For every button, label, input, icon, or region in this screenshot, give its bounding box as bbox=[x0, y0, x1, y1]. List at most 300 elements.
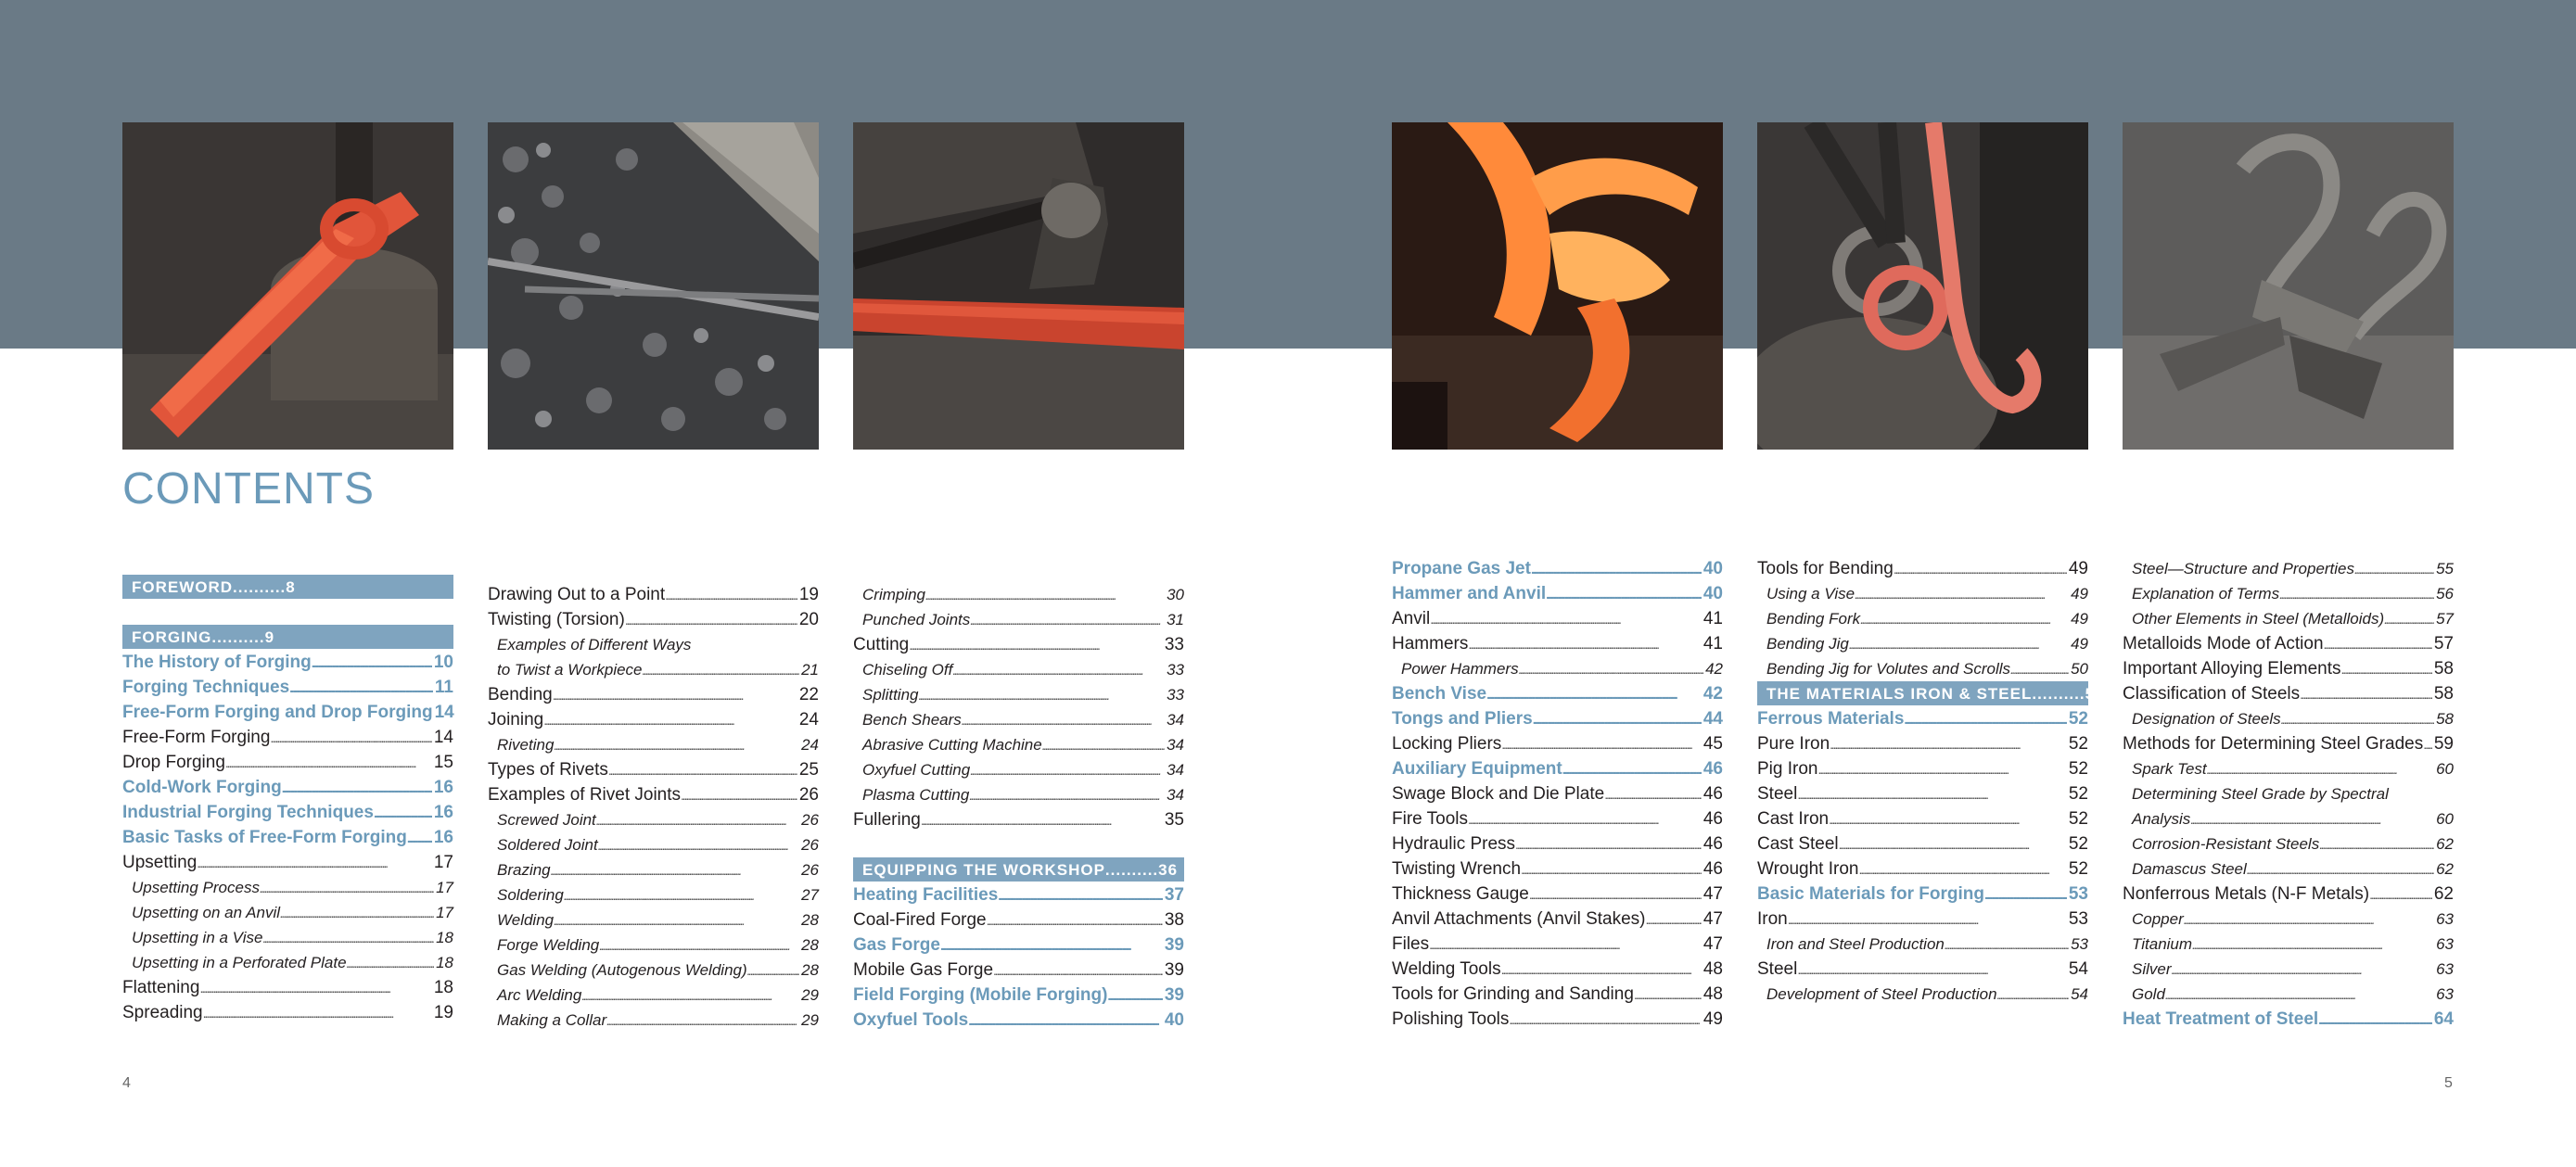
toc-page-number: 34 bbox=[1167, 711, 1184, 729]
toc-entry-title: Wrought Iron bbox=[1757, 859, 1859, 879]
toc-entry bbox=[2123, 907, 2454, 932]
toc-leader-dots bbox=[2341, 656, 2432, 682]
toc-leader-dots bbox=[554, 907, 799, 933]
toc-section-header bbox=[853, 857, 1184, 882]
toc-page-number: 49 bbox=[2071, 610, 2088, 628]
toc-entry bbox=[1392, 631, 1723, 656]
toc-entry bbox=[853, 782, 1184, 807]
toc-page-number: 63 bbox=[2436, 910, 2454, 928]
toc-leader-dots bbox=[225, 750, 432, 776]
toc-page-number: 54 bbox=[2068, 959, 2088, 979]
toc-entry bbox=[122, 900, 453, 925]
toc-entry-title: Silver bbox=[2132, 960, 2172, 978]
toc-entry-title: Bench Vise bbox=[1392, 684, 1487, 704]
toc-entry-title: Punched Joints bbox=[862, 611, 971, 628]
toc-leader-dots bbox=[987, 907, 1163, 933]
toc-page-number: 60 bbox=[2436, 760, 2454, 778]
toc-page-number: 26 bbox=[801, 811, 819, 829]
toc-leader-dots bbox=[1509, 1007, 1701, 1033]
toc-entry bbox=[853, 757, 1184, 782]
toc-entry bbox=[853, 932, 1184, 958]
toc-entry-title: Welding bbox=[497, 911, 555, 929]
toc-entry bbox=[853, 1008, 1184, 1033]
toc-entry-title: Other Elements in Steel (Metalloids) bbox=[2132, 610, 2385, 628]
toc-page-number: 17 bbox=[436, 904, 453, 921]
toc-leader-dots bbox=[2165, 982, 2434, 1008]
toc-section-header bbox=[122, 575, 453, 599]
toc-page-number: 18 bbox=[436, 929, 453, 946]
toc-leader-dots bbox=[282, 775, 432, 801]
toc-page-number: 19 bbox=[433, 1003, 453, 1022]
toc-entry-title: Field Forging (Mobile Forging) bbox=[853, 985, 1108, 1005]
toc-leader-dots bbox=[1855, 581, 2069, 607]
toc-entry-title: Spreading bbox=[122, 1003, 203, 1022]
toc-leader-dots bbox=[2192, 932, 2434, 958]
toc-entry bbox=[1757, 756, 2088, 781]
toc-entry bbox=[488, 857, 819, 882]
toc-page-number: 52 bbox=[2068, 809, 2088, 829]
toc-entry-title: Steel bbox=[1757, 959, 1798, 979]
toc-entry-title: Free-Form Forging bbox=[122, 728, 271, 747]
toc-entry-title: Locking Pliers bbox=[1392, 734, 1502, 754]
toc-page-number: 22 bbox=[798, 685, 819, 704]
toc-leader-dots bbox=[606, 1008, 799, 1034]
toc-page-number: 28 bbox=[801, 911, 819, 929]
toc-entry-title: Steel—Structure and Properties bbox=[2132, 560, 2355, 577]
toc-leader-dots bbox=[608, 757, 797, 783]
toc-page-number: 24 bbox=[801, 736, 819, 754]
toc-entry bbox=[1392, 932, 1723, 957]
toc-page-number: 52 bbox=[2068, 834, 2088, 854]
toc-leader-dots bbox=[554, 732, 799, 758]
toc-page-number: 52 bbox=[2068, 759, 2088, 779]
toc-entry bbox=[853, 682, 1184, 707]
toc-entry-title: Corrosion-Resistant Steels bbox=[2132, 835, 2320, 853]
toc-page-number: 44 bbox=[1702, 709, 1723, 729]
toc-page-number: 54 bbox=[2071, 985, 2088, 1003]
toc-entry-title: Crimping bbox=[862, 586, 926, 603]
toc-leader-dots bbox=[925, 582, 1165, 608]
toc-entry-title: Soldering bbox=[497, 886, 564, 904]
toc-entry-title: Methods for Determining Steel Grades bbox=[2123, 734, 2424, 754]
toc-entry-title: Classification of Steels bbox=[2123, 684, 2301, 704]
toc-entry-title: Copper bbox=[2132, 910, 2184, 928]
toc-leader-dots bbox=[2247, 856, 2434, 882]
toc-entry bbox=[488, 1008, 819, 1033]
toc-page-number: 58 bbox=[2433, 659, 2454, 679]
toc-leader-dots bbox=[197, 850, 432, 876]
toc-page-number: 52 bbox=[2068, 859, 2088, 879]
toc-entry bbox=[1392, 731, 1723, 756]
toc-entry-title: Upsetting Process bbox=[132, 879, 260, 896]
toc-entry bbox=[853, 882, 1184, 907]
toc-entry bbox=[1392, 982, 1723, 1007]
toc-section-header bbox=[122, 625, 453, 649]
toc-page-number: 19 bbox=[798, 585, 819, 604]
toc-entry-title: THE MATERIALS IRON & STEEL bbox=[1766, 685, 2033, 703]
toc-leader-dots bbox=[581, 983, 799, 1008]
toc-page-number: 42 bbox=[1702, 684, 1723, 704]
toc-leader-dots bbox=[1531, 556, 1702, 582]
toc-entry bbox=[488, 732, 819, 757]
toc-entry bbox=[2123, 756, 2454, 781]
toc-leader-dots bbox=[2281, 706, 2434, 732]
toc-leader-dots bbox=[993, 958, 1163, 983]
toc-entry bbox=[488, 607, 819, 632]
toc-leader-dots bbox=[599, 932, 799, 958]
toc-entry bbox=[853, 582, 1184, 607]
toc-entry-title: Abrasive Cutting Machine bbox=[862, 736, 1042, 754]
toc-entry-title: Ferrous Materials bbox=[1757, 709, 1905, 729]
photo-glowing-forging bbox=[1392, 122, 1723, 450]
toc-entry-title: Anvil bbox=[1392, 609, 1431, 628]
toc-entry-title: Twisting Wrench bbox=[1392, 859, 1522, 879]
toc-leader-dots bbox=[551, 857, 799, 883]
toc-entry bbox=[122, 950, 453, 975]
toc-entry-title: Important Alloying Elements bbox=[2123, 659, 2341, 679]
toc-entry-title: Cast Steel bbox=[1757, 834, 1839, 854]
photo-twisted-hooks bbox=[2123, 122, 2454, 450]
toc-entry bbox=[853, 983, 1184, 1008]
toc-entry bbox=[1392, 581, 1723, 606]
toc-entry bbox=[2123, 982, 2454, 1007]
photo-bent-hook-ring bbox=[1757, 122, 2088, 450]
toc-entry-title: Heating Facilities bbox=[853, 885, 999, 905]
toc-page-number: 38 bbox=[1164, 910, 1184, 930]
toc-page-number: 47 bbox=[1702, 909, 1723, 929]
toc-entry bbox=[1757, 706, 2088, 731]
toc-leader-dots bbox=[2384, 606, 2434, 632]
toc-leader-dots bbox=[596, 807, 799, 833]
page-number-right: 5 bbox=[2444, 1075, 2453, 1091]
toc-page-number: 51 bbox=[2085, 685, 2105, 703]
toc-entry-title: Chiseling Off bbox=[862, 661, 953, 679]
toc-entry bbox=[488, 582, 819, 607]
toc-entry-title: Drop Forging bbox=[122, 753, 225, 772]
toc-entry bbox=[122, 1000, 453, 1025]
toc-page-number: 56 bbox=[2436, 585, 2454, 603]
toc-entry bbox=[853, 607, 1184, 632]
toc-page-number: 21 bbox=[801, 661, 819, 679]
toc-entry-title: Oxyfuel Tools bbox=[853, 1010, 969, 1030]
toc-entry bbox=[122, 825, 453, 850]
photo-coal-and-tongs bbox=[488, 122, 819, 450]
toc-page-number: 36 bbox=[1158, 861, 1179, 879]
toc-entry bbox=[2123, 631, 2454, 656]
toc-leader-dots bbox=[407, 825, 432, 851]
toc-entry-title: Basic Materials for Forging bbox=[1757, 884, 1984, 904]
toc-leader-dots bbox=[347, 950, 435, 976]
toc-entry bbox=[122, 925, 453, 950]
toc-entry-title: Titanium bbox=[2132, 935, 2193, 953]
toc-leader-dots bbox=[2369, 882, 2432, 907]
toc-leader-dots bbox=[2172, 957, 2435, 983]
toc-leader-dots bbox=[998, 882, 1163, 908]
toc-entry bbox=[2123, 856, 2454, 882]
toc-page-number: 14 bbox=[433, 728, 453, 747]
toc-entry bbox=[2123, 1007, 2454, 1032]
toc-page-number: 8 bbox=[286, 578, 296, 596]
toc-leader-dots bbox=[1860, 606, 2069, 632]
toc-entry bbox=[488, 707, 819, 732]
toc-entry-title: Oxyfuel Cutting bbox=[862, 761, 971, 779]
toc-entry bbox=[2123, 581, 2454, 606]
toc-entry bbox=[1392, 1007, 1723, 1032]
toc-entry-title: Heat Treatment of Steel bbox=[2123, 1009, 2319, 1029]
toc-page-number: 39 bbox=[1164, 935, 1184, 955]
toc-entry bbox=[122, 800, 453, 825]
toc-leader-dots bbox=[203, 1000, 432, 1026]
toc-entry-title: Bending Jig for Volutes and Scrolls bbox=[1766, 660, 2011, 678]
toc-entry bbox=[488, 983, 819, 1008]
toc-entry bbox=[1392, 907, 1723, 932]
toc-entry-title: Brazing bbox=[497, 861, 551, 879]
toc-entry-title: Upsetting on an Anvil bbox=[132, 904, 281, 921]
toc-leader-dots bbox=[1521, 856, 1702, 882]
toc-leader-dots bbox=[1830, 731, 2067, 757]
toc-leader-dots bbox=[1501, 957, 1702, 983]
toc-entry bbox=[122, 875, 453, 900]
toc-leader-dots bbox=[970, 757, 1165, 783]
toc-entry-title: Upsetting bbox=[122, 853, 198, 872]
toc-leader-dots bbox=[962, 707, 1165, 733]
toc-page-number: 60 bbox=[2436, 810, 2454, 828]
toc-leader-dots bbox=[747, 958, 799, 983]
toc-leader-dots bbox=[374, 800, 432, 826]
toc-page-number: 40 bbox=[1702, 559, 1723, 578]
toc-entry-title: Nonferrous Metals (N-F Metals) bbox=[2123, 884, 2370, 904]
toc-entry-title: Riveting bbox=[497, 736, 555, 754]
toc-page-number: 58 bbox=[2436, 710, 2454, 728]
toc-page-number: 30 bbox=[1167, 586, 1184, 603]
toc-entry-title: Pure Iron bbox=[1757, 734, 1830, 754]
toc-leader-dots bbox=[681, 782, 797, 808]
toc-leader-dots bbox=[2279, 581, 2434, 607]
toc-entry-title: Making a Collar bbox=[497, 1011, 607, 1029]
toc-entry-title: Basic Tasks of Free-Form Forging bbox=[122, 828, 407, 847]
toc-entry bbox=[1392, 556, 1723, 581]
toc-entry-title: Upsetting in a Vise bbox=[132, 929, 263, 946]
toc-leader-dots bbox=[1529, 882, 1702, 907]
toc-page-number: 17 bbox=[436, 879, 453, 896]
toc-entry-title: Polishing Tools bbox=[1392, 1009, 1510, 1029]
toc-page-number: 29 bbox=[801, 986, 819, 1004]
toc-leader-dots bbox=[1646, 907, 1702, 932]
toc-leader-dots bbox=[643, 657, 800, 683]
toc-leader-dots bbox=[199, 975, 431, 1001]
toc-entry-title: Screwed Joint bbox=[497, 811, 596, 829]
toc-leader-dots bbox=[598, 832, 799, 858]
toc-leader-dots bbox=[289, 675, 433, 701]
toc-entry-title: Flattening bbox=[122, 978, 200, 997]
toc-entry-title: Using a Vise bbox=[1766, 585, 1855, 603]
toc-page-number: 58 bbox=[2433, 684, 2454, 704]
toc-entry-title: Spark Test bbox=[2132, 760, 2207, 778]
toc-entry-title: Auxiliary Equipment bbox=[1392, 759, 1562, 779]
toc-entry bbox=[122, 700, 453, 725]
toc-entry-title: Examples of Rivet Joints bbox=[488, 785, 682, 805]
toc-page-number: 26 bbox=[798, 785, 819, 805]
toc-leader-dots: .......... bbox=[1104, 861, 1159, 879]
toc-entry bbox=[122, 975, 453, 1000]
toc-leader-dots bbox=[1486, 681, 1702, 707]
toc-page-number: 31 bbox=[1167, 611, 1184, 628]
toc-page-number: 49 bbox=[2068, 559, 2088, 578]
toc-entry bbox=[2123, 681, 2454, 706]
toc-page-number: 28 bbox=[801, 936, 819, 954]
toc-entry bbox=[1757, 882, 2088, 907]
toc-page-number: 41 bbox=[1702, 634, 1723, 653]
toc-entry-title: Drawing Out to a Point bbox=[488, 585, 666, 604]
toc-entry-title: Anvil Attachments (Anvil Stakes) bbox=[1392, 909, 1646, 929]
toc-leader-dots bbox=[2300, 681, 2432, 707]
toc-entry bbox=[1757, 907, 2088, 932]
toc-entry-title: Splitting bbox=[862, 686, 919, 704]
toc-entry bbox=[1757, 856, 2088, 882]
toc-entry-title: EQUIPPING THE WORKSHOP bbox=[862, 861, 1105, 879]
toc-entry-title: Metalloids Mode of Action bbox=[2123, 634, 2324, 653]
toc-leader-dots bbox=[1533, 706, 1702, 732]
toc-leader-dots bbox=[1562, 756, 1702, 782]
toc-page-number: 33 bbox=[1164, 635, 1184, 654]
toc-entry-title: Cold-Work Forging bbox=[122, 778, 282, 797]
toc-leader-dots: .......... bbox=[233, 578, 287, 596]
toc-leader-dots bbox=[1849, 631, 2069, 657]
toc-page-number: 46 bbox=[1702, 809, 1723, 829]
toc-page-number: 52 bbox=[2068, 709, 2088, 729]
toc-entry-title: Fullering bbox=[853, 810, 921, 830]
toc-entry bbox=[122, 775, 453, 800]
toc-entry-title: Development of Steel Production bbox=[1766, 985, 1997, 1003]
toc-page-number: 18 bbox=[436, 954, 453, 971]
toc-entry-title: Cutting bbox=[853, 635, 910, 654]
toc-entry-title: Steel bbox=[1757, 784, 1798, 804]
toc-leader-dots bbox=[909, 632, 1163, 658]
toc-leader-dots bbox=[1501, 731, 1702, 757]
toc-entry-title: Bending bbox=[488, 685, 553, 704]
toc-page-number: 17 bbox=[433, 853, 453, 872]
toc-leader-dots bbox=[1945, 932, 2069, 958]
toc-entry bbox=[853, 807, 1184, 832]
toc-entry-title: Joining bbox=[488, 710, 544, 729]
toc-entry bbox=[488, 832, 819, 857]
toc-entry bbox=[1757, 581, 2088, 606]
toc-entry bbox=[488, 958, 819, 983]
toc-page-number: 50 bbox=[2071, 660, 2088, 678]
toc-entry bbox=[1757, 806, 2088, 831]
toc-entry bbox=[488, 882, 819, 907]
toc-leader-dots bbox=[1839, 831, 2067, 857]
toc-entry-title: Swage Block and Die Plate bbox=[1392, 784, 1605, 804]
toc-page-number: 53 bbox=[2068, 909, 2088, 929]
toc-page-number: 62 bbox=[2436, 860, 2454, 878]
toc-page-number: 34 bbox=[1167, 736, 1184, 754]
toc-leader-dots bbox=[1468, 631, 1702, 657]
toc-entry bbox=[2123, 831, 2454, 856]
toc-leader-dots bbox=[280, 900, 434, 926]
toc-entry bbox=[1757, 781, 2088, 806]
toc-entry bbox=[1392, 706, 1723, 731]
toc-entry bbox=[1392, 856, 1723, 882]
toc-entry-title: Gas Welding (Autogenous Welding) bbox=[497, 961, 747, 979]
toc-leader-dots bbox=[1797, 781, 2067, 807]
toc-entry bbox=[1392, 806, 1723, 831]
toc-leader-dots bbox=[1817, 756, 2066, 782]
toc-entry bbox=[488, 907, 819, 932]
toc-entry-title: Cast Iron bbox=[1757, 809, 1830, 829]
toc-page-number: 11 bbox=[434, 678, 453, 697]
toc-entry-title: Free-Form Forging and Drop Forging bbox=[122, 703, 433, 722]
toc-leader-dots bbox=[1515, 831, 1702, 857]
toc-entry bbox=[122, 650, 453, 675]
toc-entry-title: Hydraulic Press bbox=[1392, 834, 1516, 854]
toc-leader-dots bbox=[564, 882, 799, 908]
toc-page-number: 35 bbox=[1164, 810, 1184, 830]
toc-page-number: 20 bbox=[798, 610, 819, 629]
toc-page-number: 24 bbox=[798, 710, 819, 729]
toc-entry-title: Welding Tools bbox=[1392, 959, 1501, 979]
toc-entry bbox=[2123, 656, 2454, 681]
toc-leader-dots bbox=[270, 725, 431, 751]
toc-page-number: 46 bbox=[1702, 784, 1723, 804]
toc-leader-dots bbox=[952, 657, 1165, 683]
toc-entry bbox=[1757, 982, 2088, 1007]
toc-page-number: 53 bbox=[2071, 935, 2088, 953]
toc-page-number: 59 bbox=[2433, 734, 2454, 754]
toc-leader-dots bbox=[1634, 982, 1702, 1008]
toc-entry bbox=[853, 657, 1184, 682]
toc-leader-dots bbox=[1894, 556, 2067, 582]
toc-entry-title: Bench Shears bbox=[862, 711, 962, 729]
toc-entry-title: Forging Techniques bbox=[122, 678, 290, 697]
toc-entry-title: Fire Tools bbox=[1392, 809, 1469, 829]
toc-entry-title: Soldered Joint bbox=[497, 836, 598, 854]
toc-leader-dots bbox=[2324, 631, 2432, 657]
toc-page-number: 28 bbox=[801, 961, 819, 979]
toc-leader-dots bbox=[921, 807, 1163, 833]
toc-entry bbox=[2123, 932, 2454, 957]
toc-page-number: 27 bbox=[801, 886, 819, 904]
toc-entry-title: Iron and Steel Production bbox=[1766, 935, 1945, 953]
toc-entry bbox=[1757, 656, 2088, 681]
toc-entry-title: Tools for Grinding and Sanding bbox=[1392, 984, 1634, 1004]
toc-entry-title: Forge Welding bbox=[497, 936, 600, 954]
toc-page-number: 26 bbox=[801, 836, 819, 854]
toc-page-number: 55 bbox=[2436, 560, 2454, 577]
toc-page-number: 64 bbox=[2433, 1009, 2454, 1029]
toc-entry bbox=[1757, 932, 2088, 957]
toc-leader-dots bbox=[1430, 606, 1702, 632]
toc-page-number: 62 bbox=[2433, 884, 2454, 904]
toc-entry bbox=[2123, 882, 2454, 907]
toc-entry-title: Propane Gas Jet bbox=[1392, 559, 1531, 578]
photo-hammer-on-bar bbox=[853, 122, 1184, 450]
toc-page-number: 57 bbox=[2436, 610, 2454, 628]
toc-entry bbox=[2123, 957, 2454, 982]
toc-page-number: 41 bbox=[1702, 609, 1723, 628]
toc-leader-dots bbox=[1519, 656, 1703, 682]
toc-entry-title: Thickness Gauge bbox=[1392, 884, 1529, 904]
toc-leader-dots bbox=[312, 650, 432, 676]
toc-entry-title: Hammers bbox=[1392, 634, 1469, 653]
toc-entry-title: Twisting (Torsion) bbox=[488, 610, 625, 629]
toc-entry-title: FOREWORD bbox=[132, 578, 234, 596]
toc-leader-dots bbox=[1604, 781, 1702, 807]
toc-leader-dots bbox=[1829, 806, 2067, 832]
toc-entry-title: Power Hammers bbox=[1401, 660, 1519, 678]
toc-leader-dots bbox=[1904, 706, 2066, 732]
toc-section-header bbox=[1757, 681, 2105, 705]
